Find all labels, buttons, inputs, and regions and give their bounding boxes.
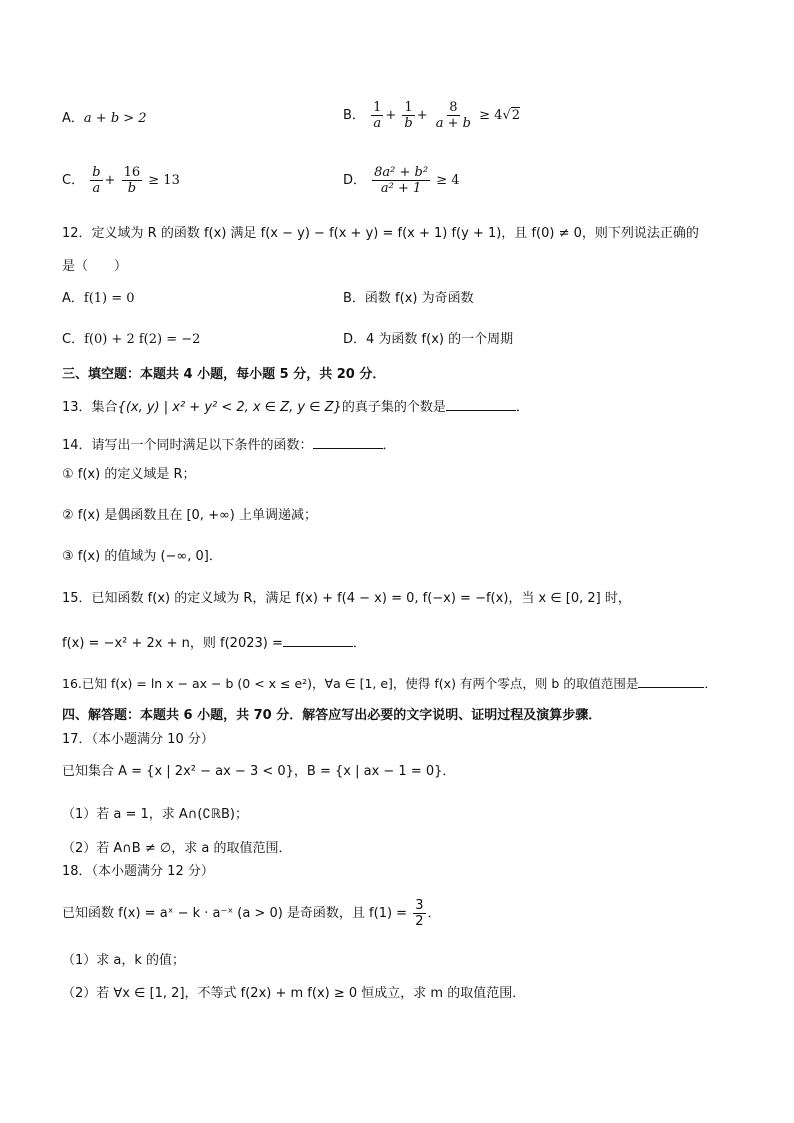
option-text: 4 为函数 f(x) 的一个周期 <box>366 332 514 347</box>
fraction: $\frac{\text{8a² + b²}}{\text{a² + 1}}$ <box>374 165 429 196</box>
answer-blank-16[interactable] <box>638 673 704 688</box>
fraction: $\frac{16}{b}$ <box>123 165 141 196</box>
fraction: $\frac{1}{b}$ <box>404 100 413 131</box>
q11-option-b[interactable]: B． $\frac{1}{a}$ + $\frac{1}{b}$ + $\frac{8}{a + b}$ ≥ 4√2 <box>343 100 521 131</box>
fraction: $\frac{3}{2}$ <box>415 898 424 929</box>
q17-stem: 已知集合 A = {x | 2x² − ax − 3 < 0}，B = {x | ax − 1 = 0}． <box>62 764 456 779</box>
q11-option-c[interactable]: C． $\frac{b}{a}$ + $\frac{16}{b}$ ≥ 13 <box>62 165 180 196</box>
q12-option-a[interactable]: A．f(1) = 0 <box>62 291 135 306</box>
q12-option-b[interactable]: B．函数 f(x) 为奇函数 <box>343 291 474 306</box>
sqrt-sign: √ <box>502 108 511 123</box>
q15-stem-cont: f(x) = −x² + 2x + n，则 f(2023) = ． <box>62 632 366 653</box>
q14-condition-3: ③ f(x) 的值域为 (−∞, 0]． <box>62 549 222 564</box>
q12-option-d[interactable]: D．4 为函数 f(x) 的一个周期 <box>343 332 514 347</box>
option-label: C． <box>62 173 85 188</box>
q11-option-d[interactable]: D． $\frac{\text{8a² + b²}}{\text{a² + 1}}$ ≥ 4 <box>343 165 460 196</box>
q18-part-2: （2）若 ∀x ∈ [1, 2]，不等式 f(2x) + m f(x) ≥ 0 恒成立，求 m 的取值范围． <box>62 986 526 1001</box>
option-label: A． <box>62 111 84 126</box>
q17-header: 17．（本小题满分 10 分） <box>62 732 214 747</box>
section-heading-fill-in: 三、填空题：本题共 4 小题，每小题 5 分，共 20 分． <box>62 367 386 382</box>
option-label: B． <box>343 108 365 123</box>
q11-option-a[interactable] <box>62 110 147 128</box>
q17-part-2: （2）若 A∩B ≠ ∅，求 a 的取值范围． <box>62 841 292 856</box>
fraction: $\frac{8}{a + b}$ <box>435 100 471 131</box>
q17-part-1: （1）若 a = 1，求 A∩(∁ℝB)； <box>62 807 248 822</box>
fraction: $\frac{1}{a}$ <box>373 100 382 131</box>
q12-option-c[interactable]: C．f(0) + 2 f(2) = −2 <box>62 332 201 347</box>
set-expr: {(x, y) | x² + y² < 2, x ∈ Z, y ∈ Z} <box>117 400 342 415</box>
radicand: 2 <box>511 108 521 123</box>
q14-condition-1: ① f(x) 的定义域是 R； <box>62 467 196 482</box>
option-text: 函数 f(x) 为奇函数 <box>364 291 474 306</box>
q18-header: 18．（本小题满分 12 分） <box>62 864 214 879</box>
q16: 16.已知 f(x) = ln x − ax − b (0 < x ≤ e²)，∀a ∈ [1, e]，使得 f(x) 有两个零点，则 b 的取值范围是 ． <box>62 673 717 693</box>
q18-stem: 已知函数 f(x) = aˣ − k · a⁻ˣ (a > 0) 是奇函数，且 f(1) = $\frac{3}{2}$ ． <box>62 898 441 929</box>
q14-condition-2: ② f(x) 是偶函数且在 [0, +∞) 上单调递减； <box>62 508 317 523</box>
option-text: f(0) + 2 f(2) = −2 <box>84 332 201 347</box>
option-expr: a + b > 2 <box>83 111 147 126</box>
q12-stem-cont: 是（ ） <box>62 259 128 274</box>
fraction: $\frac{b}{a}$ <box>92 165 101 196</box>
answer-blank-14[interactable] <box>313 434 383 449</box>
q13: 13．集合{(x, y) | x² + y² < 2, x ∈ Z, y ∈ Z}的真子集的个数是 ． <box>62 396 529 417</box>
q18-part-1: （1）求 a，k 的值； <box>62 953 186 968</box>
q14: 14．请写出一个同时满足以下条件的函数： ． <box>62 434 396 455</box>
option-text: f(1) = 0 <box>83 291 135 306</box>
q12-stem: 12．定义域为 R 的函数 f(x) 满足 f(x − y) − f(x + y) = f(x + 1) f(y + 1)，且 f(0) ≠ 0，则下列说法正确的 <box>62 226 699 241</box>
answer-blank-15[interactable] <box>283 632 353 647</box>
option-label: D． <box>343 173 367 188</box>
q15-stem: 15．已知函数 f(x) 的定义域为 R，满足 f(x) + f(4 − x) = 0, f(−x) = −f(x)，当 x ∈ [0, 2] 时， <box>62 591 631 606</box>
answer-blank-13[interactable] <box>446 396 516 411</box>
section-heading-solutions: 四、解答题：本题共 6 小题，共 70 分．解答应写出必要的文字说明、证明过程及演算步骤． <box>62 708 602 723</box>
